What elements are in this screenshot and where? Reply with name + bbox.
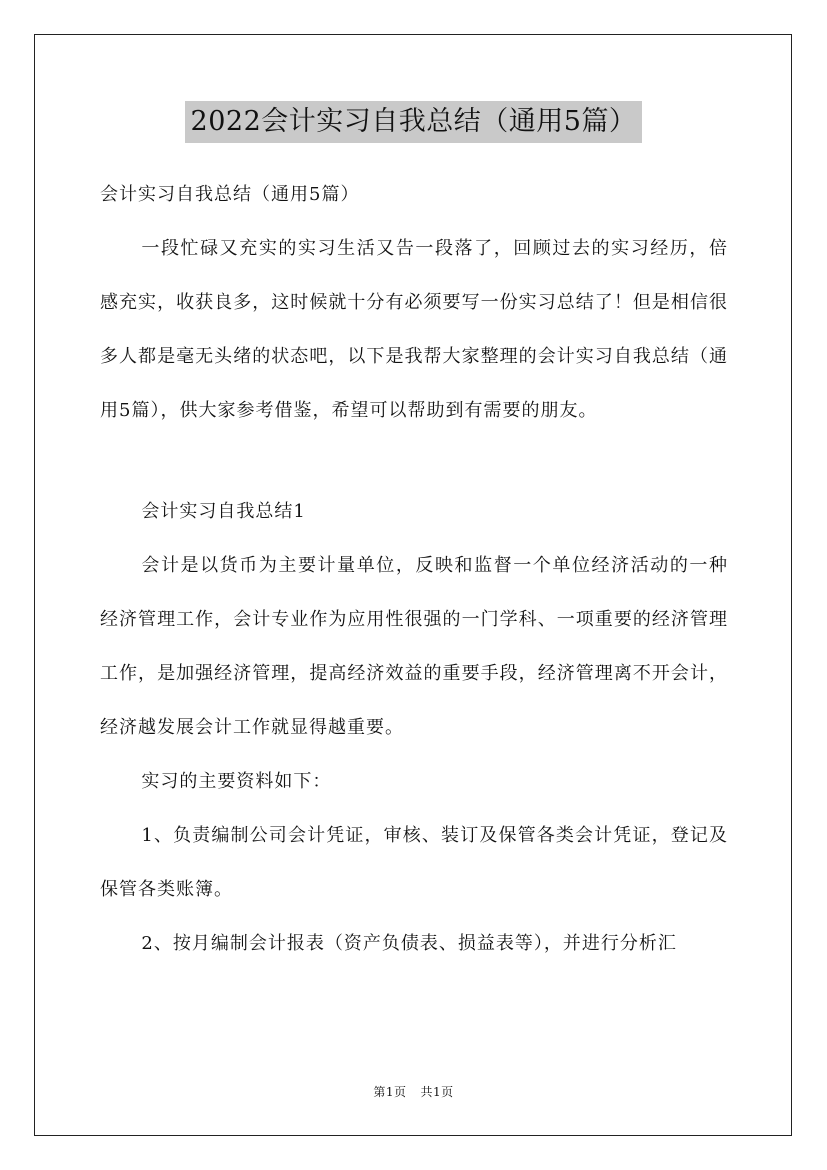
list-item: 1、负责编制公司会计凭证，审核、装订及保管各类会计凭证，登记及保管各类账簿。 bbox=[100, 825, 728, 900]
document-title-text: 2022会计实习自我总结（通用5篇） bbox=[185, 101, 643, 143]
page-number: 第1页 bbox=[373, 1085, 407, 1099]
page-count: 共1页 bbox=[420, 1085, 454, 1099]
list-item: 2、按月编制会计报表（资产负债表、损益表等），并进行分析汇 bbox=[141, 933, 677, 954]
document-body bbox=[100, 168, 728, 971]
intro-paragraph: 一段忙碌又充实的实习生活又告一段落了，回顾过去的实习经历，倍感充实，收获良多，这时候就十分有必须要写一份实习总结了！但是相信很多人都是毫无头绪的状态吧，以下是我帮大家整理的会计实习自我总结（通用5篇），供大家参考借鉴，希望可以帮助到有需要的朋友。 bbox=[100, 238, 728, 421]
document-subtitle: 会计实习自我总结（通用5篇） bbox=[100, 184, 360, 205]
document-title bbox=[0, 100, 827, 143]
body-paragraph: 会计是以货币为主要计量单位，反映和监督一个单位经济活动的一种经济管理工作，会计专业作为应用性很强的一门学科、一项重要的经济管理工作，是加强经济管理，提高经济效益的重要手段，经济管理离不开会计，经济越发展会计工作就显得越重要。 bbox=[100, 555, 728, 738]
body-paragraph: 实习的主要资料如下： bbox=[141, 771, 332, 792]
paragraph-gap bbox=[100, 438, 728, 485]
section-heading: 会计实习自我总结1 bbox=[141, 501, 306, 522]
page-footer bbox=[0, 1083, 827, 1100]
